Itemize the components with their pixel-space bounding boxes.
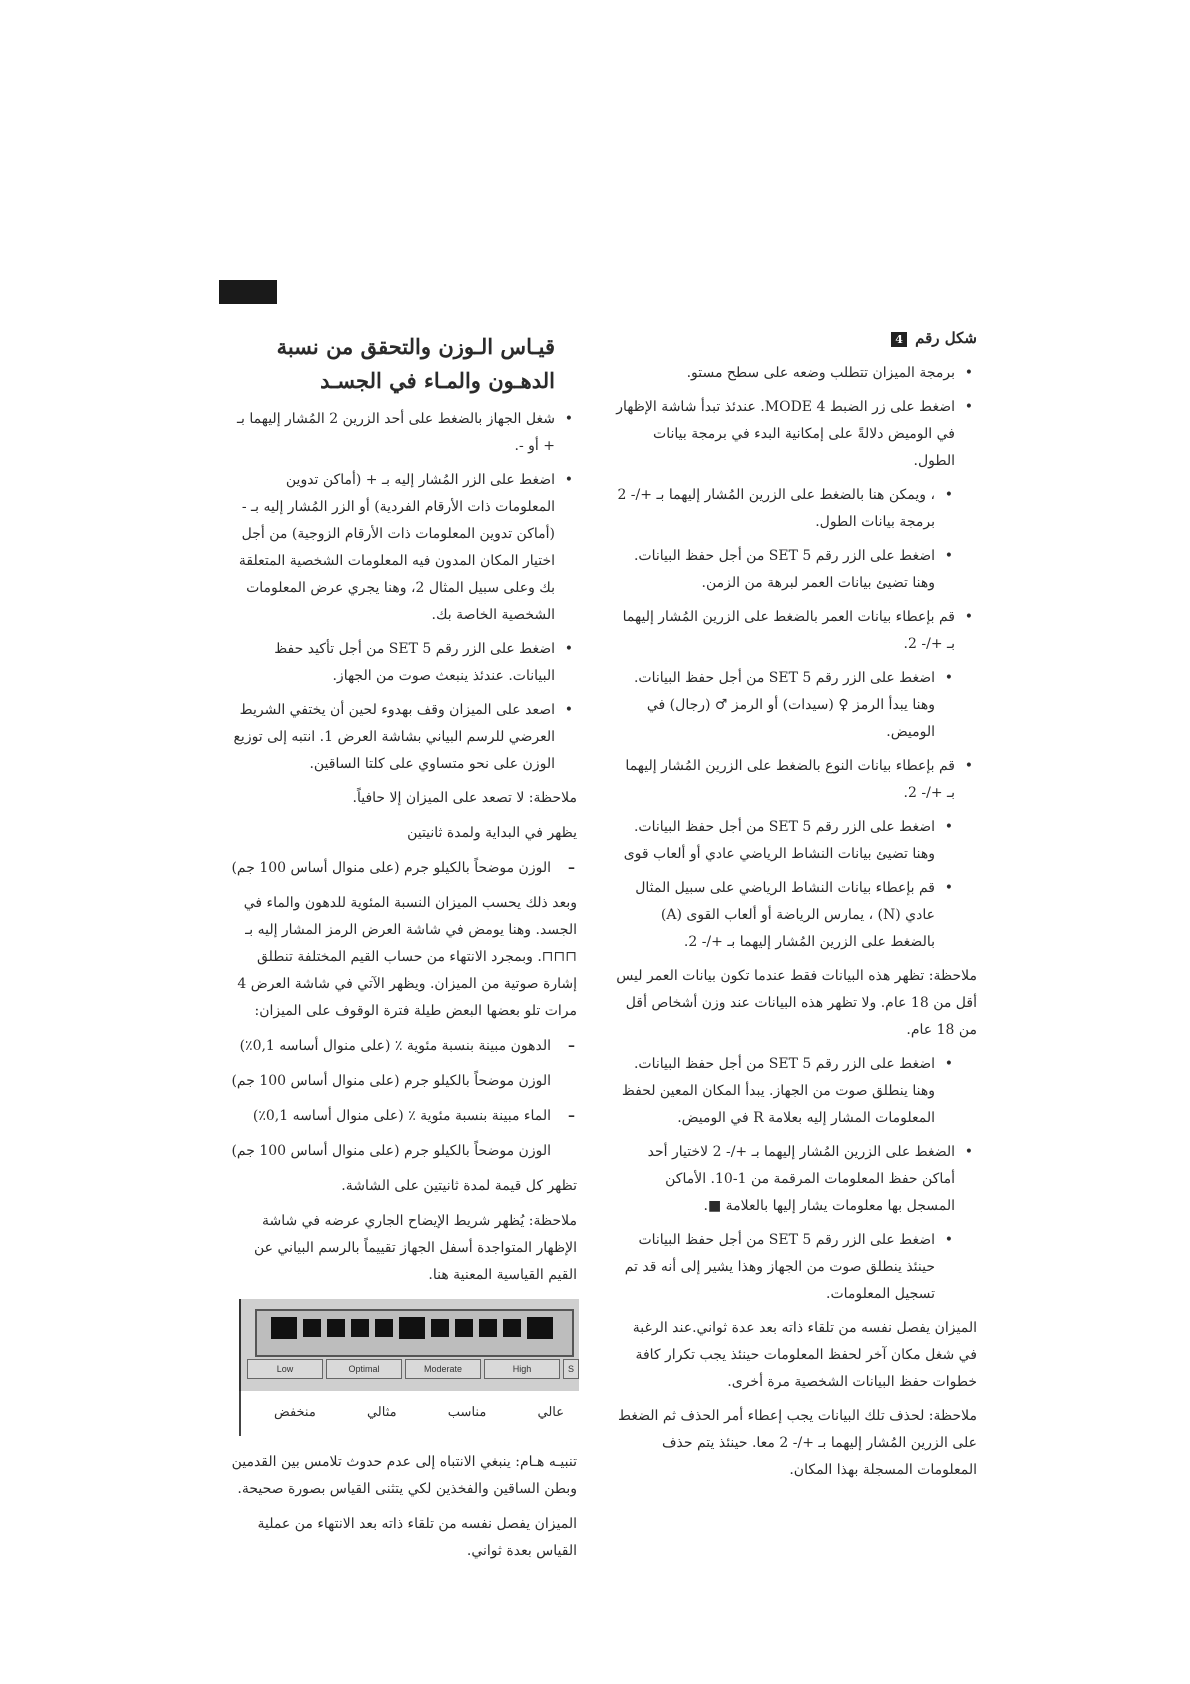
- section-title: قيـاس الـوزن والتحقق من نسبة الدهـون والمـاء في الجسـد: [276, 334, 555, 393]
- label-moderate: مناسب: [447, 1405, 487, 1420]
- list-item: • اضغط على الزر المُشار إليه بـ + (أماكن تدوين المعلومات ذات الأرقام الفردية) أو الزر المُشار إليه بـ - (أماكن تدوين المعلومات ذات الأرقام الزوجية) من أجل اختيار المكان المدون فيه المعلومات الشخصية المتعلقة بك وعلى سبيل المثال 2، وهنا يجري عرض المعلومات الشخصية الخاصة بك.: [225, 467, 577, 629]
- bar-segment: [455, 1319, 473, 1337]
- scale-optimal: Optimal: [326, 1359, 402, 1379]
- initial-display-list: [225, 855, 577, 882]
- calculation-text: وبعد ذلك يحسب الميزان النسبة المئوية للدهون والماء في الجسد. وهنا يومض في شاشة العرض الرمز المشار إليه بـ ⊓⊓⊓. وبمجرد الانتهاء من حساب القيم المختلفة تنطلق إشارة صوتية من الميزان. ويظهر الآتي في شاشة العرض 4 مرات تلو بعضها البعض طيلة فترة الوقوف على الميزان:: [237, 895, 577, 1019]
- display-screen: [239, 1299, 579, 1391]
- each-value-text: تظهر كل قيمة لمدة ثانيتين على الشاشة.: [341, 1178, 577, 1194]
- right-column: [615, 325, 977, 1491]
- bar-segment: [479, 1319, 497, 1337]
- bar-graph-figure: [239, 1299, 577, 1439]
- value-item: الوزن موضحاً بالكيلو جرم (على منوال أساس 100 جم): [231, 1073, 551, 1089]
- bar-segment: [303, 1319, 321, 1337]
- auto-off-text: الميزان يفصل نفسه من تلقاء ذاته بعد الانتهاء من عملية القياس بعدة ثواني.: [257, 1516, 577, 1559]
- list-item: • اضغط على الزر رقم SET 5 من أجل حفظ البيانات. وهنا يبدأ الرمز ♀ (سيدات) أو الرمز ♂ (رجال) في الوميض.: [615, 665, 977, 746]
- value-item: – الدهون مبينة بنسبة مئوية ٪ (على منوال أساسه 0,1٪): [225, 1033, 577, 1060]
- bar-segment: [375, 1319, 393, 1337]
- label-low: منخفض: [274, 1405, 316, 1420]
- scale-moderate: Moderate: [405, 1359, 481, 1379]
- appears-text: يظهر في البداية ولمدة ثانيتين: [407, 825, 577, 841]
- figure-edge-line: [239, 1391, 241, 1436]
- list-item: الميزان يفصل نفسه من تلقاء ذاته بعد عدة ثواني.عند الرغبة في شغل مكان آخر لحفظ المعلومات حينئذ يجب تكرار كافة خطوات حفظ البيانات الشخصية مرة أخرى.: [632, 1320, 977, 1390]
- list-item: • اضغط على الزر رقم SET 5 من أجل حفظ البيانات حينئذ ينطلق صوت من الجهاز وهذا يشير إلى أنه قد تم تسجيل المعلومات.: [615, 1227, 977, 1308]
- note-barefoot: ملاحظة: لا تصعد على الميزان إلا حافياً.: [352, 790, 577, 806]
- value-item: – الماء مبينة بنسبة مئوية ٪ (على منوال أساسه 0,1٪): [225, 1103, 577, 1130]
- bar-segment: [527, 1317, 553, 1339]
- list-item: • قم بإعطاء بيانات النوع بالضغط على الزرين المُشار إليهما بـ +/- 2.: [615, 753, 977, 807]
- list-item: • قم بإعطاء بيانات العمر بالضغط على الزرين المُشار إليهما بـ +/- 2.: [615, 604, 977, 658]
- bar-segment: [271, 1317, 297, 1339]
- scale-low: Low: [247, 1359, 323, 1379]
- bar-segment: [351, 1319, 369, 1337]
- label-high: عالي: [537, 1405, 564, 1420]
- arabic-scale-labels: [274, 1399, 564, 1426]
- left-column: [225, 330, 577, 1573]
- list-item: • اضغط على زر الضبط MODE 4. عندئذ تبدأ شاشة الإظهار في الوميض دلالةً على إمكانية البدء في برمجة بيانات الطول.: [615, 394, 977, 475]
- list-item: ملاحظة: لحذف تلك البيانات يجب إعطاء أمر الحذف ثم الضغط على الزرين المُشار إليهما بـ +/- 2 معا. حينئذ يتم حذف المعلومات المسجلة بهذا المكان.: [618, 1408, 977, 1478]
- bar-segment: [327, 1319, 345, 1337]
- list-item: • اضغط على الزر رقم SET 5 من أجل حفظ البيانات. وهنا ينطلق صوت من الجهاز. يبدأ المكان المعين لحفظ المعلومات المشار إليه بعلامة R في الوميض.: [615, 1051, 977, 1132]
- scale-row: [247, 1359, 579, 1379]
- setup-steps-list: [615, 360, 977, 1484]
- bar-segment: [431, 1319, 449, 1337]
- list-item: • اضغط على الزر رقم SET 5 من أجل تأكيد حفظ البيانات. عندئذ ينبعث صوت من الجهاز.: [225, 636, 577, 690]
- note-bar: ملاحظة: يُظهر شريط الإيضاح الجاري عرضه في شاشة الإظهار المتواجدة أسفل الجهاز تقييماً بالرسم البياني عن القيم القياسية المعنية هنا.: [254, 1213, 577, 1283]
- list-item: ملاحظة: تظهر هذه البيانات فقط عندما تكون بيانات العمر ليس أقل من 18 عام. ولا تظهر هذه البيانات عند وزن أشخاص أقل من 18 عام.: [616, 968, 977, 1038]
- list-item: • برمجة الميزان تتطلب وضعه على سطح مستو.: [615, 360, 977, 387]
- values-list: [225, 1033, 577, 1165]
- value-item: الوزن موضحاً بالكيلو جرم (على منوال أساس 100 جم): [231, 1143, 551, 1159]
- scale-s: S: [563, 1359, 579, 1379]
- section-marker-tab: [219, 280, 277, 304]
- list-item: • اضغط على الزر رقم SET 5 من أجل حفظ البيانات. وهنا تضيئ بيانات العمر لبرهة من الزمن.: [615, 543, 977, 597]
- list-item: • ، ويمكن هنا بالضغط على الزرين المُشار إليهما بـ +/- 2 برمجة بيانات الطول.: [615, 482, 977, 536]
- figure-number-badge: 4: [891, 332, 907, 347]
- label-optimal: مثالي: [366, 1405, 397, 1420]
- important-warning: تنبيـه هـام: ينبغي الانتباه إلى عدم حدوث تلامس بين القدمين وبطن الساقين والفخذين لكي يتثنى القياس بصورة صحيحة.: [231, 1454, 577, 1497]
- list-item: • اضغط على الزر رقم SET 5 من أجل حفظ البيانات. وهنا تضيئ بيانات النشاط الرياضي عادي أو ألعاب قوى: [615, 814, 977, 868]
- list-item: • شغل الجهاز بالضغط على أحد الزرين 2 المُشار إليهما بـ + أو -.: [225, 406, 577, 460]
- figure-title-text: شكل رقم: [915, 329, 977, 347]
- list-item: • الضغط على الزرين المُشار إليهما بـ +/- 2 لاختيار أحد أماكن حفظ المعلومات المرقمة من 1-10. الأماكن المسجل بها معلومات يشار إليها بالعلامة ■.: [615, 1139, 977, 1220]
- dash-item-weight: – الوزن موضحاً بالكيلو جرم (على منوال أساس 100 جم): [225, 855, 577, 882]
- scale-high: High: [484, 1359, 560, 1379]
- figure-title: [615, 325, 977, 352]
- list-item: • اصعد على الميزان وقف بهدوء لحين أن يختفي الشريط العرضي للرسم البياني بشاشة العرض 1. انتبه إلى توزيع الوزن على نحو متساوي على كلتا الساقين.: [225, 697, 577, 778]
- list-item: • قم بإعطاء بيانات النشاط الرياضي على سبيل المثال عادي (N) ، يمارس الرياضة أو ألعاب القوى (A) بالضغط على الزرين المُشار إليهما بـ +/- 2.: [615, 875, 977, 956]
- bar-segment: [399, 1317, 425, 1339]
- measure-steps-list: [225, 406, 577, 778]
- bar-segment: [503, 1319, 521, 1337]
